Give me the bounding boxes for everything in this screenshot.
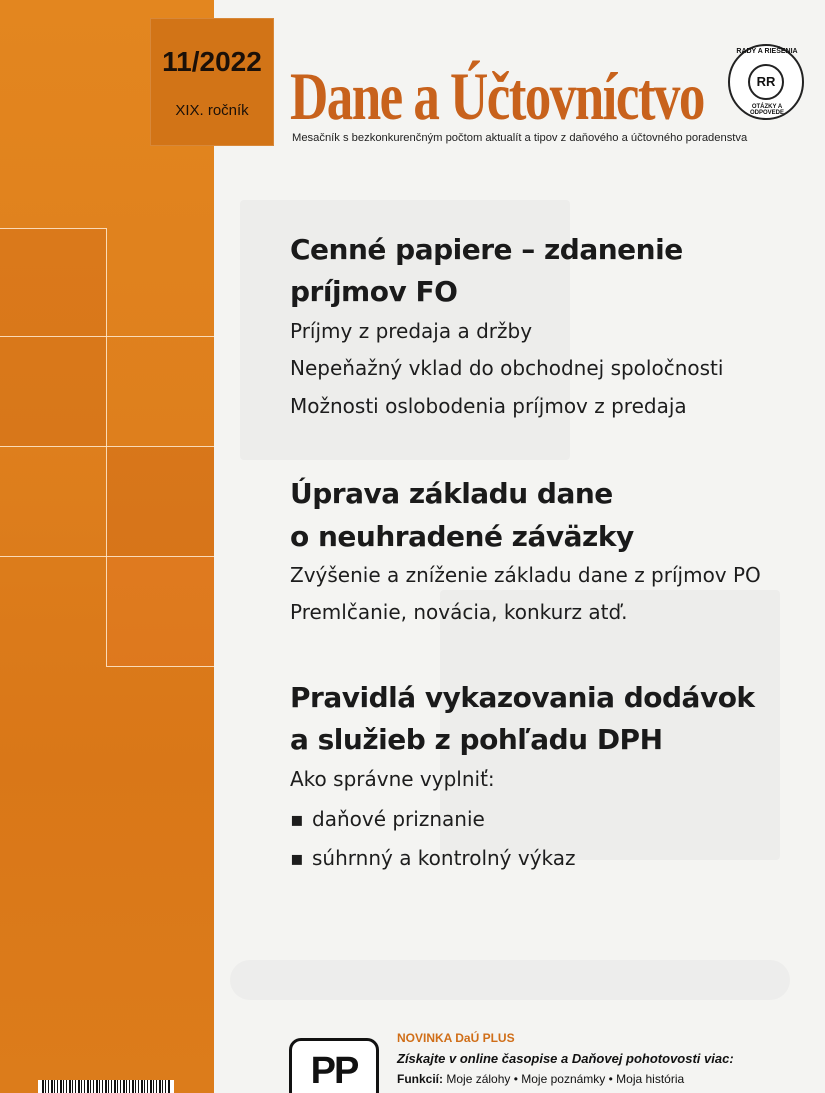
grid-line bbox=[0, 228, 106, 229]
pp-logo: PP bbox=[289, 1038, 379, 1093]
funkcii-label: Funkcií: bbox=[397, 1072, 444, 1086]
magazine-subtitle: Mesačník s bezkonkurenčným počtom aktualít a tipov z daňového a účtovného poradenstva bbox=[292, 132, 748, 144]
article-1-title-line-1: Cenné papiere – zdanenie bbox=[290, 233, 683, 266]
article-3-title-line-1: Pravidlá vykazovania dodávok bbox=[290, 681, 755, 714]
article-3-bullet bbox=[290, 806, 820, 832]
article-3-title-line-2: a služieb z pohľadu DPH bbox=[290, 723, 663, 756]
bullet-icon: ▪ bbox=[290, 846, 304, 870]
article-3-bullet bbox=[290, 845, 820, 871]
rady-riesenia-seal bbox=[728, 44, 804, 120]
seal-top-text: RADY A RIEŠENIA bbox=[736, 48, 798, 55]
decor-tile bbox=[0, 336, 106, 446]
issue-volume: XIX. ročník bbox=[175, 102, 249, 119]
issue-box bbox=[150, 18, 274, 146]
bullet-text: daňové priznanie bbox=[312, 807, 485, 831]
decor-tile bbox=[0, 228, 106, 336]
background-icons-row bbox=[230, 960, 790, 1000]
promo-text: Získajte v online časopise a Daňovej pohotovosti viac: bbox=[397, 1051, 734, 1066]
funkcii-items: Moje zálohy • Moje poznámky • Moja história bbox=[446, 1072, 685, 1086]
magazine-title: Dane a Účtovníctvo bbox=[290, 58, 704, 134]
article-2-line: Premlčanie, novácia, konkurz atď. bbox=[290, 600, 628, 624]
orange-side-panel bbox=[0, 0, 214, 1093]
seal-bottom-text: OTÁZKY A ODPOVEDE bbox=[749, 104, 784, 116]
decor-tile bbox=[106, 446, 214, 556]
issue-number: 11/2022 bbox=[162, 46, 262, 77]
article-1-title-line-2: príjmov FO bbox=[290, 275, 458, 308]
bullet-text: súhrnný a kontrolný výkaz bbox=[312, 846, 576, 870]
novinka-label: NOVINKA DaÚ PLUS bbox=[397, 1031, 515, 1045]
grid-line bbox=[0, 336, 214, 337]
article-1-line: Nepeňažný vklad do obchodnej spoločnosti bbox=[290, 356, 724, 380]
grid-line bbox=[106, 666, 214, 667]
grid-line bbox=[0, 446, 214, 447]
grid-line bbox=[0, 556, 214, 557]
bullet-icon: ▪ bbox=[290, 807, 304, 831]
barcode bbox=[38, 1080, 174, 1093]
seal-center: RR bbox=[748, 64, 784, 100]
barcode-bars bbox=[42, 1080, 170, 1093]
decor-tile bbox=[106, 556, 214, 666]
article-1-line: Možnosti oslobodenia príjmov z predaja bbox=[290, 394, 687, 418]
article-2-title-line-2: o neuhradené záväzky bbox=[290, 520, 634, 553]
article-2-line: Zvýšenie a zníženie základu dane z príjmov PO bbox=[290, 563, 761, 587]
funkcii-line bbox=[397, 1072, 684, 1086]
grid-line bbox=[106, 228, 107, 666]
article-2-title-line-1: Úprava základu dane bbox=[290, 477, 613, 510]
article-1-line: Príjmy z predaja a držby bbox=[290, 319, 533, 343]
article-3-line: Ako správne vyplniť: bbox=[290, 767, 495, 791]
